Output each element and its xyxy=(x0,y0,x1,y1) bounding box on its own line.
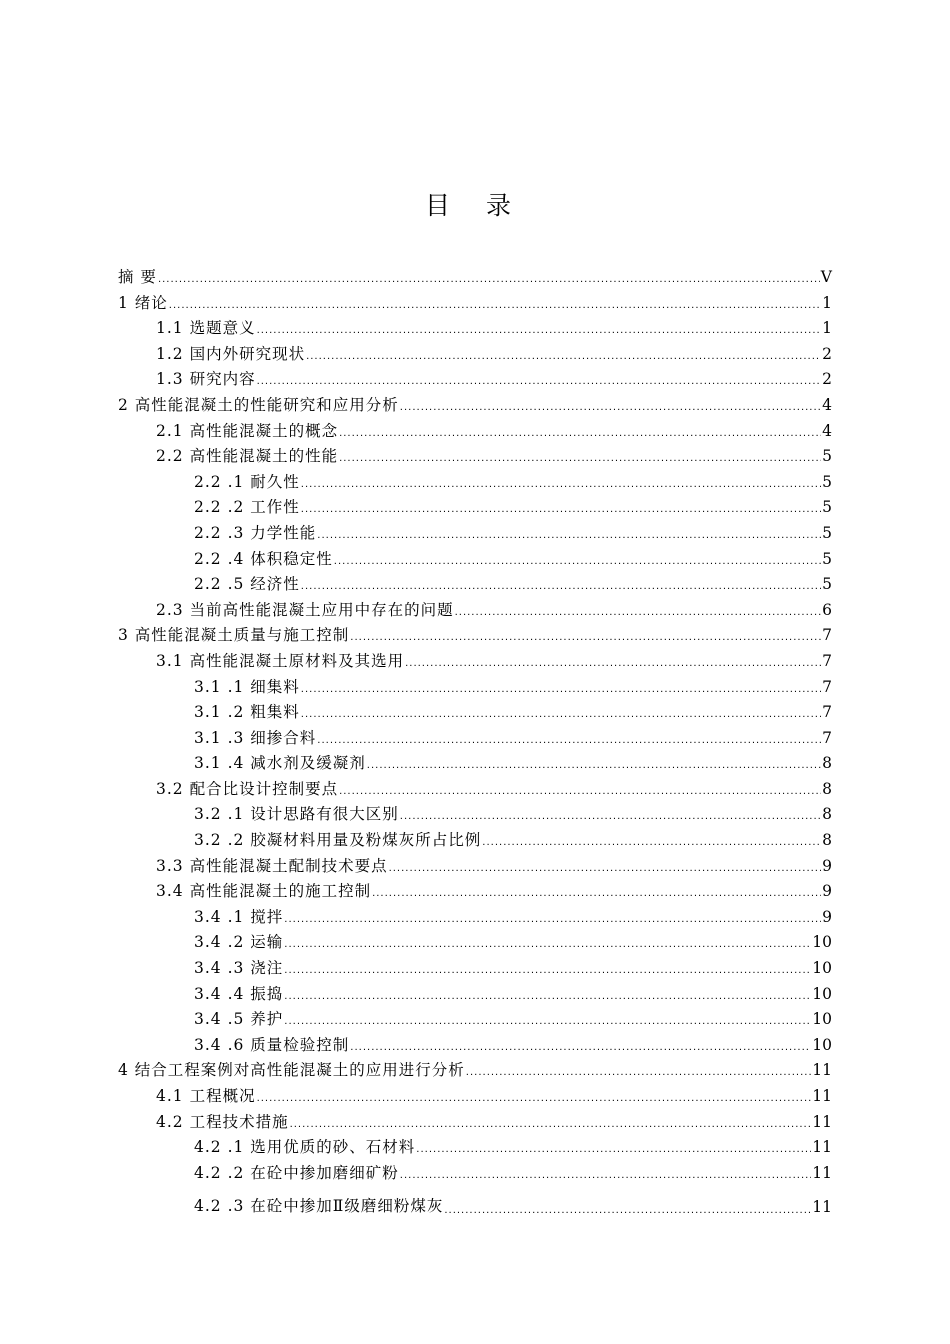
toc-entry-label: 1.3 研究内容 xyxy=(156,370,256,389)
toc-entry-label: 1.2 国内外研究现状 xyxy=(156,344,306,363)
toc-dot-leader xyxy=(466,1067,811,1078)
toc-entry-page-number: 4 xyxy=(822,395,832,414)
toc-entry[interactable] xyxy=(118,956,832,982)
toc-entry-label: 3.4 .2 运输 xyxy=(194,933,284,952)
toc-dot-leader xyxy=(339,453,821,464)
table-of-contents xyxy=(118,265,832,1216)
toc-entry-label: 3.2 .1 设计思路有很大区别 xyxy=(194,805,399,824)
toc-entry-page-number: 7 xyxy=(822,651,832,670)
toc-dot-leader xyxy=(169,300,821,311)
toc-entry-label: 3.4 .6 质量检验控制 xyxy=(194,1035,350,1054)
toc-entry-label: 3.2 配合比设计控制要点 xyxy=(156,779,339,798)
toc-entry-page-number: 9 xyxy=(822,907,832,926)
toc-entry-label: 4.2 工程技术措施 xyxy=(156,1112,289,1131)
toc-dot-leader xyxy=(389,863,821,874)
toc-dot-leader xyxy=(400,1170,811,1181)
toc-entry-page-number: 11 xyxy=(812,1163,832,1182)
toc-dot-leader xyxy=(290,1119,812,1130)
toc-dot-leader xyxy=(158,274,820,285)
toc-entry-label: 3.1 .1 细集料 xyxy=(194,677,300,696)
toc-entry-page-number: 10 xyxy=(812,1035,832,1054)
toc-dot-leader xyxy=(444,1205,811,1216)
toc-entry[interactable] xyxy=(118,1135,832,1161)
toc-entry-page-number: 10 xyxy=(812,959,832,978)
toc-dot-leader xyxy=(339,786,821,797)
toc-entry-label: 2.2 .1 耐久性 xyxy=(194,472,300,491)
toc-entry-page-number: 1 xyxy=(822,319,832,338)
toc-entry-page-number: 8 xyxy=(822,805,832,824)
toc-entry-page-number: 10 xyxy=(812,1010,832,1029)
toc-entry-page-number: 2 xyxy=(822,370,832,389)
toc-dot-leader xyxy=(301,709,821,720)
toc-entry[interactable] xyxy=(118,854,832,880)
toc-entry[interactable] xyxy=(118,1110,832,1136)
toc-dot-leader xyxy=(482,837,821,848)
toc-entry[interactable] xyxy=(118,342,832,368)
toc-entry[interactable] xyxy=(118,367,832,393)
toc-dot-leader xyxy=(367,760,821,771)
toc-entry[interactable] xyxy=(118,982,832,1008)
toc-entry[interactable] xyxy=(118,470,832,496)
toc-dot-leader xyxy=(284,965,811,976)
toc-entry-page-number: 8 xyxy=(822,779,832,798)
toc-entry-page-number: 5 xyxy=(822,447,832,466)
toc-entry-page-number: 7 xyxy=(822,677,832,696)
toc-dot-leader xyxy=(339,428,821,439)
toc-dot-leader xyxy=(284,1016,811,1027)
toc-entry-label: 4.2 .2 在砼中掺加磨细矿粉 xyxy=(194,1163,399,1182)
toc-entry-label: 2.1 高性能混凝土的概念 xyxy=(156,421,339,440)
toc-entry[interactable] xyxy=(118,495,832,521)
toc-entry-label: 2.2 .3 力学性能 xyxy=(194,523,317,542)
toc-entry[interactable] xyxy=(118,649,832,675)
toc-entry-page-number: 7 xyxy=(822,728,832,747)
toc-entry[interactable] xyxy=(118,726,832,752)
toc-dot-leader xyxy=(284,991,811,1002)
toc-entry-label: 3.1 .2 粗集料 xyxy=(194,703,300,722)
toc-dot-leader xyxy=(257,1093,812,1104)
toc-dot-leader xyxy=(334,556,821,567)
toc-dot-leader xyxy=(284,914,821,925)
toc-entry-label: 3.1 高性能混凝土原材料及其选用 xyxy=(156,651,405,670)
toc-entry-page-number: 11 xyxy=(812,1198,832,1217)
toc-entry-page-number: 11 xyxy=(812,1061,832,1080)
toc-entry-page-number: V xyxy=(820,268,832,286)
toc-entry-page-number: 9 xyxy=(822,882,832,901)
toc-dot-leader xyxy=(284,939,811,950)
toc-entry[interactable] xyxy=(118,623,832,649)
toc-entry-label: 4.1 工程概况 xyxy=(156,1087,256,1105)
toc-entry-label: 2.2 .4 体积稳定性 xyxy=(194,549,333,568)
toc-dot-leader xyxy=(301,581,821,592)
toc-entry-label: 3.4 高性能混凝土的施工控制 xyxy=(156,882,372,901)
toc-entry-label: 3.4 .5 养护 xyxy=(194,1010,284,1029)
toc-entry-label: 3.4 .4 振捣 xyxy=(194,984,284,1003)
toc-entry[interactable] xyxy=(118,802,832,828)
toc-entry[interactable] xyxy=(118,291,832,317)
toc-entry-label: 1.1 选题意义 xyxy=(156,319,256,338)
toc-dot-leader xyxy=(301,504,821,515)
toc-entry-label: 2.2 .2 工作性 xyxy=(194,498,300,517)
toc-entry-page-number: 5 xyxy=(822,498,832,517)
toc-entry-label: 摘 要 xyxy=(118,268,157,286)
toc-dot-leader xyxy=(455,607,821,618)
toc-dot-leader xyxy=(350,1042,811,1053)
toc-entry-label: 4.2 .3 在砼中掺加Ⅱ级磨细粉煤灰 xyxy=(194,1197,444,1216)
toc-entry-page-number: 5 xyxy=(822,549,832,568)
toc-entry-page-number: 6 xyxy=(822,600,832,619)
toc-entry-label: 2.3 当前高性能混凝土应用中存在的问题 xyxy=(156,600,454,619)
toc-entry-page-number: 5 xyxy=(822,575,832,594)
toc-entry[interactable] xyxy=(118,777,832,803)
toc-dot-leader xyxy=(257,376,821,387)
toc-entry-page-number: 11 xyxy=(812,1087,832,1105)
toc-entry[interactable] xyxy=(118,547,832,573)
toc-dot-leader xyxy=(306,351,821,362)
toc-entry-page-number: 8 xyxy=(822,831,832,850)
toc-entry-page-number: 5 xyxy=(822,472,832,491)
toc-dot-leader xyxy=(317,735,821,746)
toc-entry-page-number: 4 xyxy=(822,421,832,440)
toc-entry[interactable] xyxy=(118,905,832,931)
toc-title: 目 录 xyxy=(425,191,525,220)
toc-entry[interactable] xyxy=(118,393,832,419)
toc-entry[interactable] xyxy=(118,265,832,291)
toc-entry-label: 3.1 .4 减水剂及缓凝剂 xyxy=(194,754,366,773)
toc-entry-label: 2.2 高性能混凝土的性能 xyxy=(156,447,339,466)
toc-entry-label: 3 高性能混凝土质量与施工控制 xyxy=(118,626,350,645)
toc-entry-label: 3.3 高性能混凝土配制技术要点 xyxy=(156,856,388,875)
toc-entry-label: 4 结合工程案例对高性能混凝土的应用进行分析 xyxy=(118,1061,465,1080)
toc-entry[interactable] xyxy=(118,700,832,726)
toc-dot-leader xyxy=(317,530,821,541)
toc-entry-label: 3.4 .3 浇注 xyxy=(194,959,284,978)
toc-entry-page-number: 11 xyxy=(812,1138,832,1157)
toc-entry-page-number: 10 xyxy=(812,984,832,1003)
toc-entry[interactable] xyxy=(118,1058,832,1084)
toc-entry[interactable] xyxy=(118,1084,832,1110)
toc-entry-label: 1 绪论 xyxy=(118,293,168,312)
toc-entry[interactable] xyxy=(118,419,832,445)
toc-entry-page-number: 1 xyxy=(822,293,832,312)
toc-entry-page-number: 11 xyxy=(812,1112,832,1131)
toc-entry[interactable] xyxy=(118,930,832,956)
toc-entry-label: 3.4 .1 搅拌 xyxy=(194,907,284,926)
toc-entry-label: 2.2 .5 经济性 xyxy=(194,575,300,594)
toc-entry[interactable] xyxy=(118,316,832,342)
toc-dot-leader xyxy=(400,402,821,413)
toc-entry-page-number: 9 xyxy=(822,856,832,875)
toc-dot-leader xyxy=(301,479,821,490)
toc-entry-label: 3.1 .3 细掺合料 xyxy=(194,728,317,747)
toc-entry-page-number: 7 xyxy=(822,703,832,722)
toc-entry-page-number: 2 xyxy=(822,344,832,363)
toc-entry[interactable] xyxy=(118,1161,832,1187)
toc-entry[interactable] xyxy=(118,444,832,470)
toc-entry[interactable] xyxy=(118,1007,832,1033)
toc-entry-page-number: 5 xyxy=(822,523,832,542)
toc-entry[interactable] xyxy=(118,751,832,777)
toc-dot-leader xyxy=(416,1144,811,1155)
toc-dot-leader xyxy=(257,325,821,336)
toc-entry[interactable] xyxy=(118,1186,832,1216)
toc-dot-leader xyxy=(405,658,821,669)
toc-entry-label: 3.2 .2 胶凝材料用量及粉煤灰所占比例 xyxy=(194,831,482,850)
toc-entry[interactable] xyxy=(118,828,832,854)
toc-entry-page-number: 7 xyxy=(822,626,832,645)
toc-dot-leader xyxy=(400,811,821,822)
toc-entry[interactable] xyxy=(118,521,832,547)
toc-dot-leader xyxy=(301,684,821,695)
toc-entry-label: 4.2 .1 选用优质的砂、石材料 xyxy=(194,1138,416,1157)
toc-dot-leader xyxy=(372,888,821,899)
toc-entry[interactable] xyxy=(118,879,832,905)
toc-entry[interactable] xyxy=(118,598,832,624)
toc-entry[interactable] xyxy=(118,1033,832,1059)
toc-dot-leader xyxy=(350,632,821,643)
toc-entry-page-number: 8 xyxy=(822,754,832,773)
toc-entry[interactable] xyxy=(118,572,832,598)
toc-entry-label: 2 高性能混凝土的性能研究和应用分析 xyxy=(118,395,399,414)
toc-entry[interactable] xyxy=(118,675,832,701)
toc-entry-page-number: 10 xyxy=(812,933,832,952)
